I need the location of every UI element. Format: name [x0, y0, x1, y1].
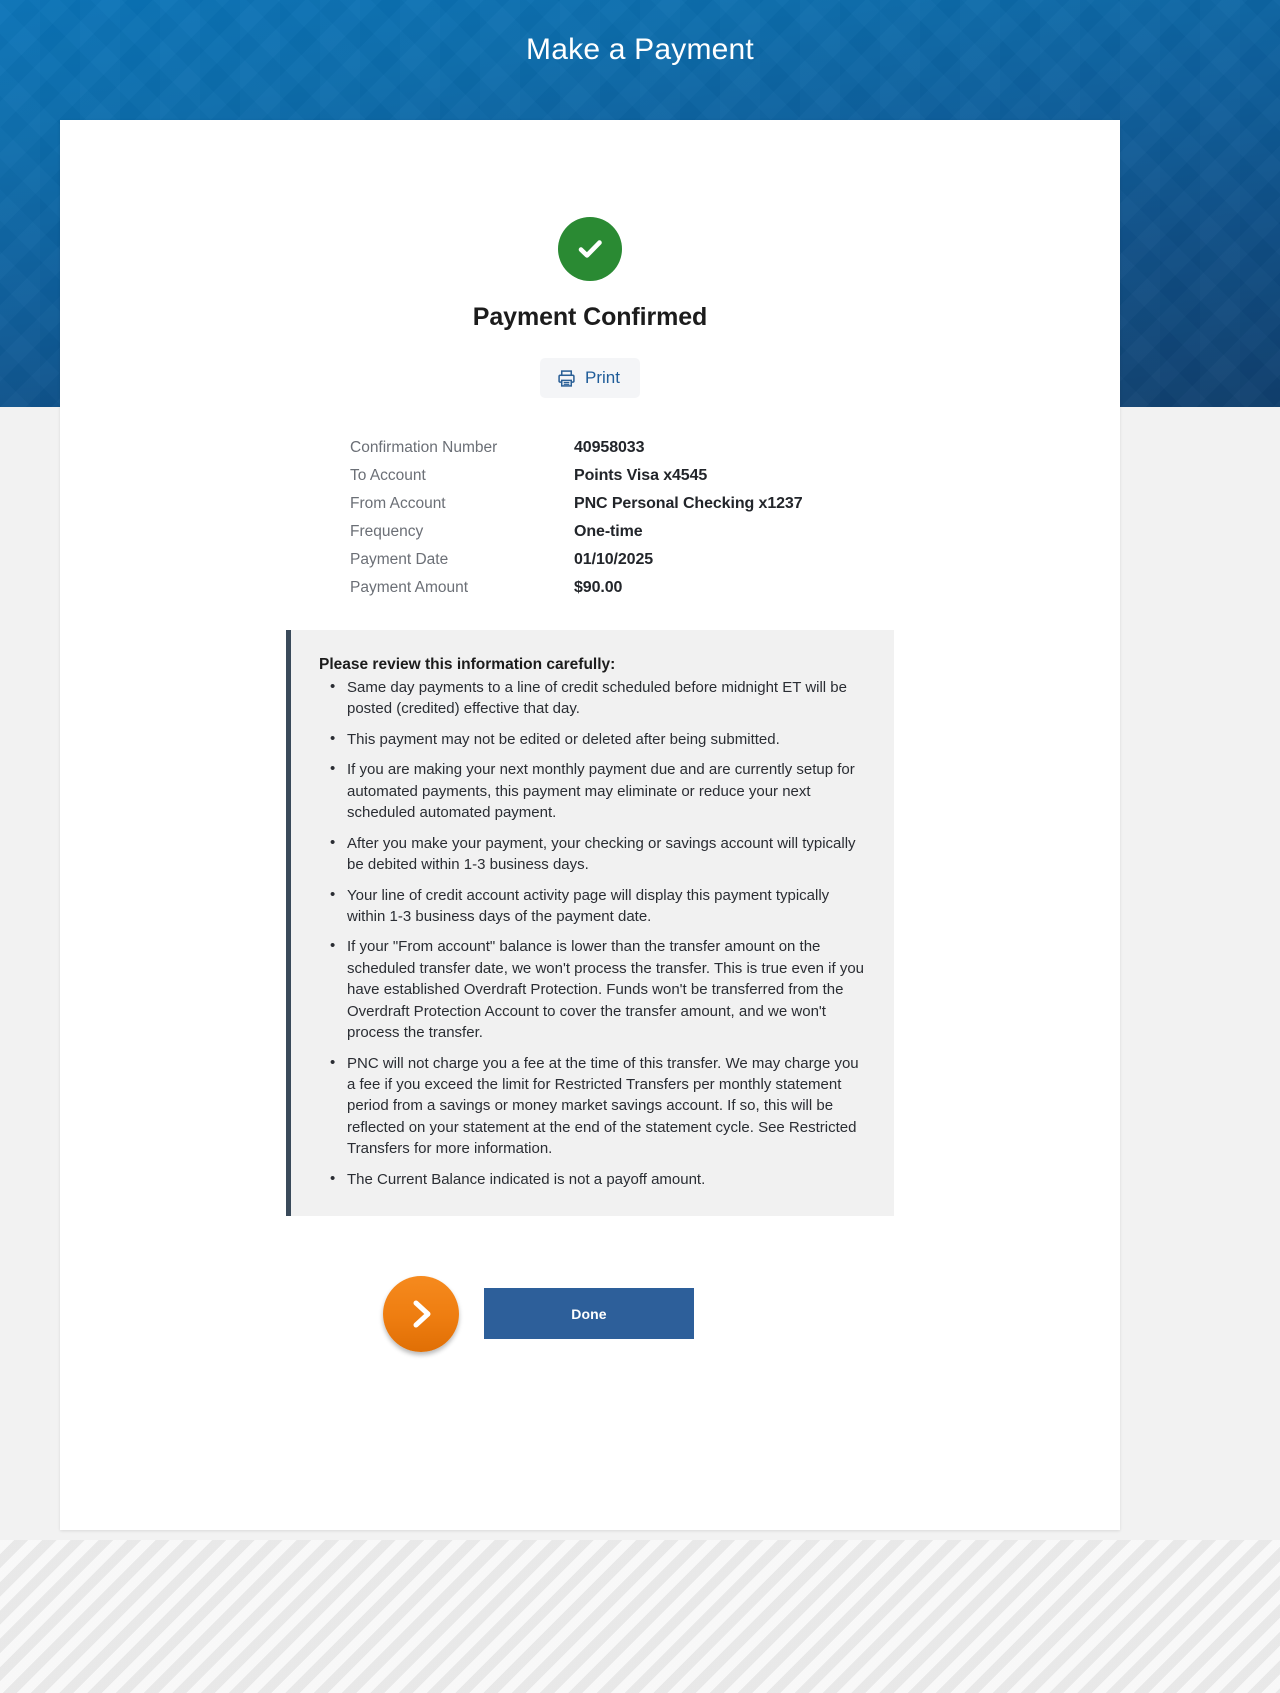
notice-item: • Same day payments to a line of credit scheduled before midnight ET will be posted (credited) effective that day.	[319, 677, 866, 720]
detail-value: 40958033	[574, 439, 645, 456]
detail-label: Confirmation Number	[350, 439, 498, 456]
next-arrow-button[interactable]	[383, 1276, 459, 1352]
payment-confirmation-card	[60, 120, 1120, 1530]
notice-item: • The Current Balance indicated is not a payoff amount.	[319, 1169, 866, 1190]
confirmation-heading: Payment Confirmed	[472, 303, 708, 331]
printer-icon	[557, 369, 576, 388]
notice-item: • After you make your payment, your checking or savings account will typically be debited within 1-3 business days.	[319, 833, 866, 876]
print-button[interactable]	[540, 358, 640, 398]
detail-row	[350, 467, 990, 485]
notice-item: • PNC will not charge you a fee at the time of this transfer. We may charge you a fee if you exceed the limit for Restricted Transfers per monthly statement period from a savings or money market savings account. If so, this will be reflected on your statement at the end of the statement cycle. See Restricted Transfers for more information.	[319, 1053, 866, 1160]
print-row	[60, 358, 1120, 398]
footer-actions	[60, 1269, 1120, 1359]
done-button[interactable]: Done	[484, 1288, 694, 1339]
notice-item: • If your "From account" balance is lower than the transfer amount on the scheduled transfer date, we won't process the transfer. This is true even if you have established Overdraft Protection. Funds won't be transferred from the Overdraft Protection Account to cover the transfer amount, and we won't process the transfer.	[319, 936, 866, 1043]
detail-value: PNC Personal Checking x1237	[574, 495, 803, 512]
review-notice-panel	[286, 630, 894, 1216]
payment-details-list	[350, 439, 990, 597]
detail-label: Payment Amount	[350, 579, 469, 596]
notice-title: Please review this information carefully:	[319, 656, 616, 673]
chevron-right-icon	[404, 1297, 438, 1331]
page-background-texture	[0, 1540, 1280, 1693]
check-circle-icon	[558, 217, 622, 281]
detail-label: From Account	[350, 495, 446, 512]
detail-value: One-time	[574, 523, 643, 540]
detail-label: Payment Date	[350, 551, 449, 568]
detail-row	[350, 523, 990, 541]
detail-row	[350, 551, 990, 569]
notice-item: • Your line of credit account activity page will display this payment typically within 1-3 business days of the payment date.	[319, 885, 866, 928]
detail-label: To Account	[350, 467, 426, 484]
detail-value: 01/10/2025	[574, 551, 654, 568]
detail-value: $90.00	[574, 579, 623, 596]
page-title: Make a Payment	[526, 33, 754, 66]
detail-value: Points Visa x4545	[574, 467, 708, 484]
confirmation-status	[60, 217, 1120, 281]
detail-row	[350, 579, 990, 597]
notice-list	[319, 677, 866, 1190]
detail-row	[350, 495, 990, 513]
detail-row	[350, 439, 990, 457]
detail-label: Frequency	[350, 523, 424, 540]
notice-item: • If you are making your next monthly payment due and are currently setup for automated payments, this payment may eliminate or reduce your next scheduled automated payment.	[319, 759, 866, 823]
print-button-label: Print	[585, 368, 620, 387]
notice-item: • This payment may not be edited or deleted after being submitted.	[319, 729, 866, 750]
